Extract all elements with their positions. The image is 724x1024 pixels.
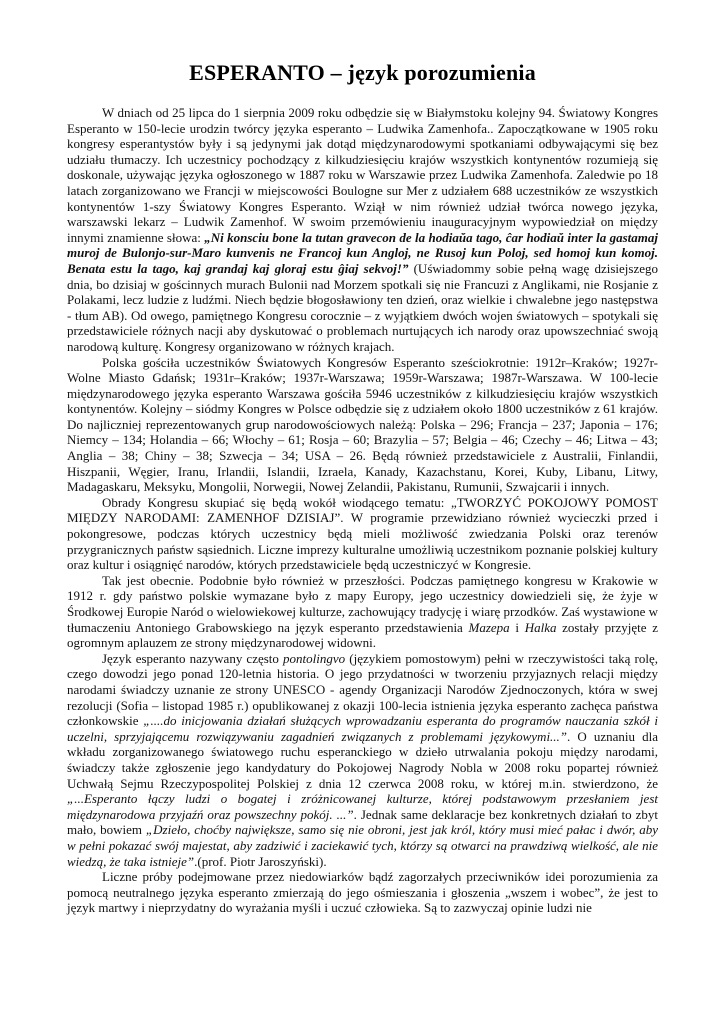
- text-run: .(prof. Piotr Jaroszyński).: [194, 853, 327, 869]
- text-run: Halka: [524, 619, 557, 635]
- text-run: Mazepa: [468, 619, 510, 635]
- text-run: „...Esperanto łączy ludzi o bogatej i zróżnicowanej kulturze, której podstawowym przesłaniem jest międzynarodowa przyjaźń oraz powszechny pokój. ...”: [67, 791, 658, 822]
- text-run: W dniach od 25 lipca do 1 sierpnia 2009 roku odbędzie się w Białymstoku kolejny 94. Światowy Kongres Esperanto w 150-lecie urodzin twórcy języka esperanto – Ludwika Zamenhofa.. Zapoczątkowane w 1905 roku kongresy esperantystów były i są jedynymi jak dotąd międzynarodowymi spotkaniami odbywającymi się bez udziału tłumaczy. Ich uczestnicy pochodzący z kilkudziesięciu krajów wszystkich kontynentów rozumieją się doskonale, używając języka ogłoszonego w 1887 roku w Warszawie przez Ludwika Zamenhofa. Zaledwie po 18 latach zorganizowano we Francji w miejscowości Boulogne sur Mer z udziałem 688 uczestników ze wszystkich kontynentów 1-szy Światowy Kongres Esperanto. Wziął w nim również udział twórca nowego języka, warszawski lekarz – Ludwik Zamenhof. W swoim przemówieniu inauguracyjnym wypowiedział on między innymi znamienne słowa:: [67, 105, 658, 245]
- document-body: [67, 105, 658, 916]
- text-run: „Ni konsciu bone la tutan gravecon de la hodiaŭa tago, ĉar hodiaŭ inter la gastamaj muroj de Bulonjo-sur-Maro kunvenis ne Francoj kun Angloj, ne Rusoj kun Poloj, sed homoj kun komoj. Benata estu la tago, kaj grandaj kaj gloraj estu ĝiaj sekvoj!”: [67, 229, 658, 276]
- text-run: pontolingvo: [283, 650, 346, 666]
- paragraph: [67, 573, 658, 651]
- text-run: i: [509, 619, 525, 635]
- text-run: . O uznaniu dla wkładu zorganizowanego światowego ruchu esperanckiego w dzieło utrwalania pokoju między narodami, świadczy także zgłoszenie jego kandydatury do Pokojowej Nagrody Nobla w 2008 roku popartej również Uchwałą Sejmu Rzeczypospolitej Polskiej z dnia 12 czerwca 2008 roku, w której m.in. stwierdzono, że: [67, 728, 658, 791]
- text-run: zostały przyjęte z ogromnym aplauzem ze strony międzynarodowej widowni.: [67, 619, 658, 651]
- text-run: Tak jest obecnie. Podobnie było również w przeszłości. Podczas pamiętnego kongresu w Krakowie w 1912 r. gdy państwo polskie wymazane było z mapy Europy, jego uczestnicy dowiedzieli się, że żyje w Środkowej Europie Naród o wielowiekowej kulturze, zachowujący tradycję i wiarę przodków. Zaś wystawione w tłumaczeniu Antoniego Grabowskiego na język esperanto przedstawienia: [67, 572, 658, 635]
- text-run: Polska gościła uczestników Światowych Kongresów Esperanto sześciokrotnie: 1912r–Kraków; 1927r-Wolne Miasto Gdańsk; 1931r–Kraków; 1937r-Warszawa; 1959r-Warszawa; 1987r-Warszawa. W 100-lecie międzynarodowego języka esperanto Warszawa gościła 5946 uczestników z kilkudziesięciu krajów wszystkich kontynentów. Kolejny – siódmy Kongres w Polsce odbędzie się z udziałem około 1800 uczestników z 61 krajów. Do najliczniej reprezentowanych grup narodowościowych należą: Polska – 296; Francja – 237; Japonia – 176; Niemcy – 134; Holandia – 66; Włochy – 61; Rosja – 60; Brazylia – 57; Belgia – 46; Czechy – 46; Litwa – 43; Anglia – 38; Chiny – 38; Szwecja – 34; USA – 26. Będą również przedstawiciele z Australii, Finlandii, Hiszpanii, Węgier, Iranu, Irlandii, Islandii, Izraela, Kanady, Kazachstanu, Korei, Kuby, Libanu, Litwy, Madagaskaru, Meksyku, Mongolii, Norwegii, Nowej Zelandii, Pakistanu, Rumunii, Szwajcarii i innych.: [67, 354, 658, 495]
- text-run: (Uświadommy sobie pełną wagę dzisiejszego dnia, bo dzisiaj w gościnnych murach Bulonii nad Morzem spotkali się nie Francuzi z Anglikami, nie Rosjanie z Polakami, lecz ludzie z ludźmi. Niech będzie błogosławiony ten dzień, oraz wielkie i chwalebne jego następstwa - tłum AB). Od owego, pamiętnego Kongresu corocznie – z wyjątkiem dwóch wojen światowych – spotykali się przedstawiciele różnych nacji aby dyskutować o problemach nurtujących ich narody oraz upowszechniać swoją narodową kulturę. Kongresy organizowano w różnych krajach.: [67, 260, 659, 354]
- text-run: „Dzieło, choćby największe, samo się nie obroni, jest jak król, który musi mieć pałac i dwór, aby w pełni pokazać swój majestat, aby zadziwić i zaciekawić tych, którzy są otwarci na prawdziwą wielkość, ale nie wiedzą, że taka istnieje”: [67, 822, 658, 869]
- text-run: (językiem pomostowym) pełni w rzeczywistości taką rolę, czego dowodzi jego ponad 120-letnia historia. O jego przydatności w tworzeniu przyjaznych relacji między narodami świadczy uznanie ze strony UNESCO - agendy Organizacji Narodów Zjednoczonych, która w swej rezolucji (Sofia – listopad 1985 r.) opublikowanej z okazji 100-lecia istnienia języka esperanto zachęca państwa członkowskie: [67, 650, 658, 729]
- text-run: „....do inicjowania działań służących wprowadzaniu esperanta do programów nauczania szkół i uczelni, sprzyjającemu rozwiązywaniu zagadnień związanych z problemami językowymi...”: [67, 713, 658, 744]
- paragraph: [67, 355, 658, 495]
- document-title: ESPERANTO – język porozumienia: [189, 60, 536, 85]
- paragraph: [67, 105, 658, 355]
- paragraph: [67, 495, 658, 573]
- text-run: . Jednak same deklaracje bez konkretnych działań to zbyt mało, bowiem: [67, 806, 658, 838]
- paragraph: [67, 651, 658, 869]
- text-run: Język esperanto nazywany często: [102, 650, 284, 666]
- paragraph: [67, 869, 658, 916]
- text-run: Obrady Kongresu skupiać się będą wokół wiodącego tematu: „TWORZYĆ POKOJOWY POMOST MIĘDZY NARODAMI: ZAMENHOF DZISIAJ”. W programie przewidziano również wycieczki przed i pokongresowe, podczas których uczestnicy będą mieli możliwość zwiedzania Polski oraz terenów przygranicznych państw sąsiednich. Liczne imprezy kulturalne umożliwią uczestnikom poznanie polskiej kultury oraz kultur i osiągnięć narodów, których przedstawiciele będą uczestniczyć w Kongresie.: [67, 494, 658, 573]
- text-run: Liczne próby podejmowane przez niedowiarków bądź zagorzałych przeciwników idei porozumienia za pomocą neutralnego języka esperanto zmierzają do jego ośmieszania i głoszenia „wszem i wobec”, że jest to język martwy i nieprzydatny do wyrażania myśli i uczuć człowieka. Są to zazwyczaj opinie ludzi nie: [67, 869, 658, 916]
